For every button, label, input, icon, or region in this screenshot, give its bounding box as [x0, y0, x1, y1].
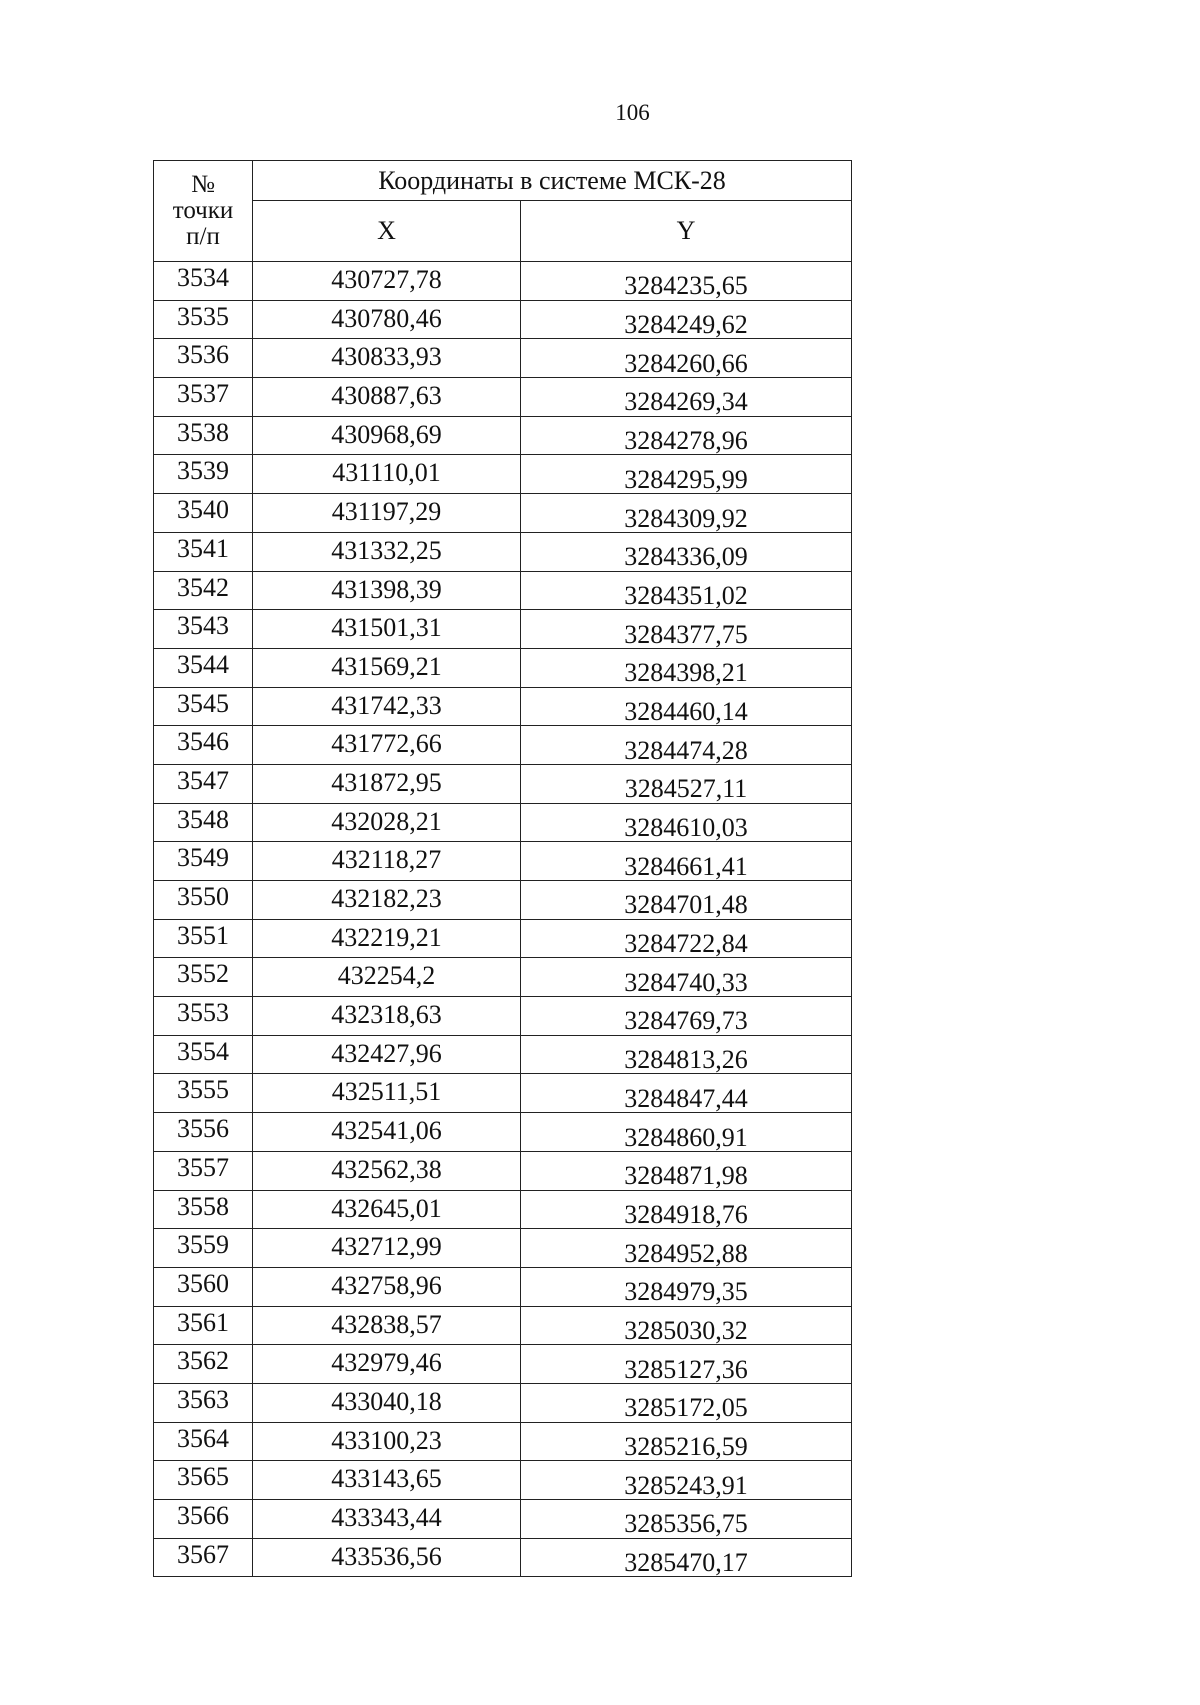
y-coordinate-cell: 3284860,91 [521, 1113, 852, 1152]
x-coordinate-cell: 430833,93 [253, 339, 521, 378]
y-coordinate-cell: 3284295,99 [521, 455, 852, 494]
x-coordinate-cell: 430887,63 [253, 378, 521, 417]
x-coordinate-cell: 433143,65 [253, 1461, 521, 1500]
point-number-cell: 3558 [154, 1190, 253, 1229]
point-number-cell: 3535 [154, 300, 253, 339]
y-coordinate-cell: 3284740,33 [521, 958, 852, 997]
point-number-cell: 3534 [154, 262, 253, 301]
table-row [154, 764, 852, 803]
y-coordinate-cell: 3284460,14 [521, 687, 852, 726]
point-number-header-line3: п/п [186, 223, 220, 251]
point-number-cell: 3548 [154, 803, 253, 842]
y-coordinate-cell: 3284871,98 [521, 1151, 852, 1190]
point-number-cell: 3565 [154, 1461, 253, 1500]
y-coordinate-cell: 3284847,44 [521, 1074, 852, 1113]
y-coordinate-cell: 3284351,02 [521, 571, 852, 610]
point-number-header [154, 161, 253, 262]
x-coordinate-cell: 432562,38 [253, 1151, 521, 1190]
x-coordinate-cell: 431872,95 [253, 764, 521, 803]
y-coordinate-cell: 3284309,92 [521, 494, 852, 533]
table-row [154, 1500, 852, 1539]
table-row [154, 571, 852, 610]
table-row [154, 1151, 852, 1190]
y-coordinate-cell: 3285172,05 [521, 1383, 852, 1422]
table-row [154, 610, 852, 649]
table-row [154, 262, 852, 301]
x-coordinate-cell: 431332,25 [253, 532, 521, 571]
table-row [154, 532, 852, 571]
y-coordinate-cell: 3284610,03 [521, 803, 852, 842]
y-coordinate-cell: 3284722,84 [521, 919, 852, 958]
x-coordinate-cell: 430780,46 [253, 300, 521, 339]
x-coordinate-cell: 433040,18 [253, 1383, 521, 1422]
x-coordinate-cell: 432758,96 [253, 1267, 521, 1306]
table-row [154, 803, 852, 842]
point-number-cell: 3544 [154, 648, 253, 687]
x-coordinate-cell: 432838,57 [253, 1306, 521, 1345]
y-coordinate-cell: 3284952,88 [521, 1229, 852, 1268]
point-number-cell: 3560 [154, 1267, 253, 1306]
y-coordinate-cell: 3285243,91 [521, 1461, 852, 1500]
point-number-cell: 3563 [154, 1383, 253, 1422]
table-row [154, 648, 852, 687]
point-number-cell: 3549 [154, 842, 253, 881]
table-row [154, 1229, 852, 1268]
x-coordinate-cell: 432028,21 [253, 803, 521, 842]
x-coordinate-cell: 432318,63 [253, 997, 521, 1036]
table-row [154, 1267, 852, 1306]
table-row [154, 881, 852, 920]
point-number-cell: 3546 [154, 726, 253, 765]
point-number-cell: 3547 [154, 764, 253, 803]
coordinates-group-header: Координаты в системе МСК-28 [253, 161, 852, 201]
table-row [154, 378, 852, 417]
y-coordinate-cell: 3284701,48 [521, 881, 852, 920]
x-coordinate-cell: 432254,2 [253, 958, 521, 997]
x-coordinate-cell: 431772,66 [253, 726, 521, 765]
table-row [154, 1383, 852, 1422]
table-row [154, 1538, 852, 1577]
x-coordinate-cell: 432182,23 [253, 881, 521, 920]
x-coordinate-cell: 432712,99 [253, 1229, 521, 1268]
x-coordinate-cell: 431110,01 [253, 455, 521, 494]
point-number-cell: 3556 [154, 1113, 253, 1152]
table-row [154, 842, 852, 881]
y-coordinate-cell: 3284769,73 [521, 997, 852, 1036]
y-coordinate-cell: 3284979,35 [521, 1267, 852, 1306]
table-row [154, 687, 852, 726]
x-coordinate-cell: 432219,21 [253, 919, 521, 958]
y-coordinate-cell: 3284918,76 [521, 1190, 852, 1229]
x-coordinate-cell: 432645,01 [253, 1190, 521, 1229]
point-number-cell: 3562 [154, 1345, 253, 1384]
y-coordinate-cell: 3284474,28 [521, 726, 852, 765]
x-coordinate-cell: 432541,06 [253, 1113, 521, 1152]
table-row [154, 494, 852, 533]
point-number-cell: 3552 [154, 958, 253, 997]
x-coordinate-cell: 431197,29 [253, 494, 521, 533]
point-number-cell: 3540 [154, 494, 253, 533]
y-coordinate-cell: 3284336,09 [521, 532, 852, 571]
y-coordinate-cell: 3285030,32 [521, 1306, 852, 1345]
table-row [154, 1035, 852, 1074]
y-coordinate-cell: 3284269,34 [521, 378, 852, 417]
y-coordinate-cell: 3285216,59 [521, 1422, 852, 1461]
y-coordinate-cell: 3285356,75 [521, 1500, 852, 1539]
x-coordinate-cell: 432979,46 [253, 1345, 521, 1384]
point-number-header-line1: № [191, 170, 215, 198]
y-coordinate-cell: 3284249,62 [521, 300, 852, 339]
table-row [154, 1306, 852, 1345]
x-coordinate-cell: 432118,27 [253, 842, 521, 881]
point-number-cell: 3561 [154, 1306, 253, 1345]
x-coordinate-cell: 430968,69 [253, 416, 521, 455]
y-coordinate-cell: 3284813,26 [521, 1035, 852, 1074]
point-number-cell: 3555 [154, 1074, 253, 1113]
point-number-cell: 3539 [154, 455, 253, 494]
point-number-cell: 3551 [154, 919, 253, 958]
point-number-cell: 3537 [154, 378, 253, 417]
y-coordinate-cell: 3284377,75 [521, 610, 852, 649]
table-row [154, 726, 852, 765]
table-row [154, 1422, 852, 1461]
table-row [154, 339, 852, 378]
point-number-cell: 3550 [154, 881, 253, 920]
coordinates-table [153, 160, 852, 1577]
point-number-cell: 3543 [154, 610, 253, 649]
table-row [154, 997, 852, 1036]
x-coordinate-cell: 430727,78 [253, 262, 521, 301]
point-number-cell: 3566 [154, 1500, 253, 1539]
x-coordinate-cell: 432511,51 [253, 1074, 521, 1113]
table-row [154, 1345, 852, 1384]
point-number-cell: 3542 [154, 571, 253, 610]
point-number-cell: 3553 [154, 997, 253, 1036]
x-coordinate-cell: 431398,39 [253, 571, 521, 610]
y-coordinate-cell: 3284398,21 [521, 648, 852, 687]
table-row [154, 1190, 852, 1229]
y-coordinate-cell: 3284235,65 [521, 262, 852, 301]
table-row [154, 919, 852, 958]
x-coordinate-cell: 431569,21 [253, 648, 521, 687]
point-number-cell: 3564 [154, 1422, 253, 1461]
y-coordinate-cell: 3284527,11 [521, 764, 852, 803]
table-row [154, 416, 852, 455]
x-coordinate-cell: 432427,96 [253, 1035, 521, 1074]
x-coordinate-cell: 431742,33 [253, 687, 521, 726]
page-number: 106 [615, 100, 650, 125]
x-coordinate-cell: 433100,23 [253, 1422, 521, 1461]
table-row [154, 455, 852, 494]
point-number-cell: 3536 [154, 339, 253, 378]
point-number-cell: 3559 [154, 1229, 253, 1268]
x-coordinate-cell: 433536,56 [253, 1538, 521, 1577]
point-number-cell: 3557 [154, 1151, 253, 1190]
point-number-cell: 3567 [154, 1538, 253, 1577]
x-coordinate-cell: 431501,31 [253, 610, 521, 649]
point-number-cell: 3554 [154, 1035, 253, 1074]
table-row [154, 1461, 852, 1500]
point-number-header-line2: точки [172, 196, 234, 224]
x-coordinate-cell: 433343,44 [253, 1500, 521, 1539]
y-column-header: Y [521, 201, 852, 262]
y-coordinate-cell: 3284661,41 [521, 842, 852, 881]
x-column-header: X [253, 201, 521, 262]
y-coordinate-cell: 3285470,17 [521, 1538, 852, 1577]
y-coordinate-cell: 3285127,36 [521, 1345, 852, 1384]
table-row [154, 300, 852, 339]
table-body [154, 262, 852, 1577]
table-row [154, 958, 852, 997]
point-number-cell: 3541 [154, 532, 253, 571]
point-number-cell: 3545 [154, 687, 253, 726]
point-number-cell: 3538 [154, 416, 253, 455]
table-row [154, 1113, 852, 1152]
y-coordinate-cell: 3284260,66 [521, 339, 852, 378]
table-row [154, 1074, 852, 1113]
y-coordinate-cell: 3284278,96 [521, 416, 852, 455]
